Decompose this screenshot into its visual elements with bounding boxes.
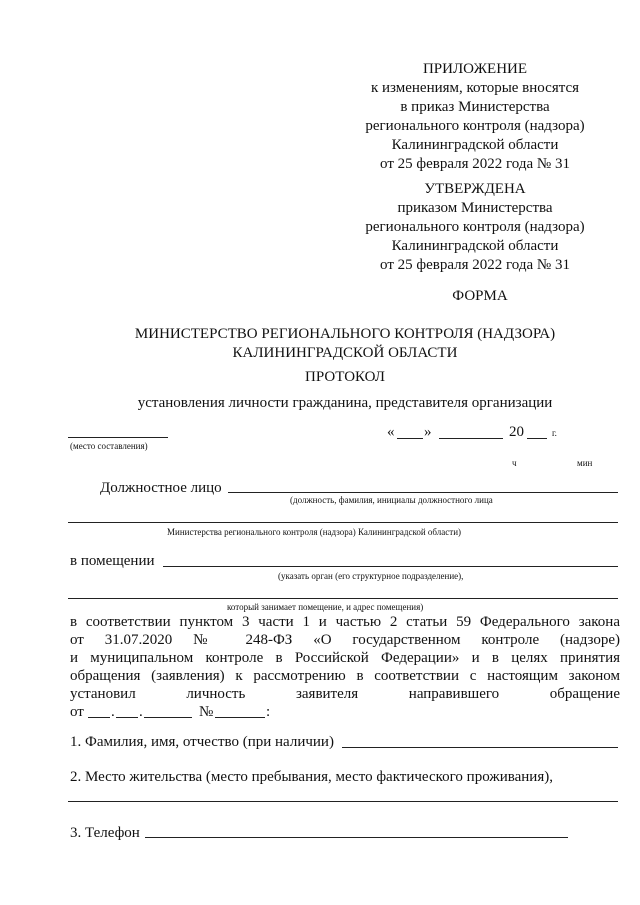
phone-label: 3. Телефон bbox=[70, 825, 140, 841]
official-field[interactable] bbox=[228, 492, 618, 493]
basis-line: от 31.07.2020 № 248-ФЗ «О государственном контроле (надзоре) bbox=[70, 632, 620, 648]
basis-paragraph bbox=[70, 613, 620, 703]
ministry-line: МИНИСТЕРСТВО РЕГИОНАЛЬНОГО КОНТРОЛЯ (НАДЗОРА) bbox=[134, 326, 556, 342]
premises-caption-2: который занимает помещение, и адрес помещения) bbox=[227, 602, 424, 612]
place-field[interactable] bbox=[68, 437, 168, 438]
full-name-field[interactable] bbox=[342, 747, 618, 748]
basis-line: в соответствии пунктом 3 части 1 и частью 2 статьи 59 Федерального закона bbox=[70, 614, 620, 630]
full-name-label: 1. Фамилия, имя, отчество (при наличии) bbox=[70, 734, 334, 750]
appendix-line: Калининградской области bbox=[391, 137, 559, 153]
from-month-field[interactable] bbox=[116, 717, 138, 718]
ministry-heading bbox=[70, 325, 620, 363]
basis-line: обращения (заявления) к рассмотрению в соответствии с настоящим законом bbox=[70, 668, 620, 684]
date-close-quote: » bbox=[424, 424, 432, 440]
approved-line: от 25 февраля 2022 года № 31 bbox=[380, 257, 570, 273]
appendix-line: регионального контроля (надзора) bbox=[365, 118, 585, 134]
from-colon: : bbox=[266, 704, 271, 720]
approved-line: регионального контроля (надзора) bbox=[365, 219, 585, 235]
appendix-block bbox=[360, 60, 590, 174]
approved-line: приказом Министерства bbox=[397, 200, 553, 216]
date-month-field[interactable] bbox=[439, 438, 503, 439]
official-caption: (должность, фамилия, инициалы должностного лица bbox=[290, 495, 493, 505]
residence-label: 2. Место жительства (место пребывания, место фактического проживания), bbox=[70, 769, 553, 785]
from-number-field[interactable] bbox=[215, 717, 265, 718]
from-dot: . bbox=[111, 704, 115, 720]
from-dot: . bbox=[139, 704, 143, 720]
basis-line: установил личность заявителя направившего обращение bbox=[70, 686, 620, 702]
approved-line: Калининградской области bbox=[391, 238, 559, 254]
date-day-field[interactable] bbox=[397, 438, 423, 439]
protocol-subtitle: установления личности гражданина, представителя организации bbox=[137, 395, 553, 411]
time-hours-label: ч bbox=[512, 458, 517, 468]
from-number-sign: № bbox=[199, 704, 214, 720]
residence-field[interactable] bbox=[68, 801, 618, 802]
appendix-line: от 25 февраля 2022 года № 31 bbox=[380, 156, 570, 172]
ministry-line: КАЛИНИНГРАДСКОЙ ОБЛАСТИ bbox=[232, 345, 458, 361]
from-year-field[interactable] bbox=[144, 717, 192, 718]
form-label: ФОРМА bbox=[452, 288, 508, 304]
protocol-title: ПРОТОКОЛ bbox=[305, 369, 385, 385]
appendix-title: ПРИЛОЖЕНИЕ bbox=[422, 61, 528, 77]
date-open-quote: « bbox=[387, 424, 395, 440]
official-label: Должностное лицо bbox=[100, 480, 222, 496]
time-minutes-label: мин bbox=[577, 458, 593, 468]
appendix-line: к изменениям, которые вносятся bbox=[370, 80, 580, 96]
premises-caption: (указать орган (его структурное подразделение), bbox=[278, 571, 464, 581]
premises-label: в помещении bbox=[70, 553, 155, 569]
premises-field-2[interactable] bbox=[68, 598, 618, 599]
date-year-prefix: 20 bbox=[509, 424, 524, 440]
approved-title: УТВЕРЖДЕНА bbox=[424, 181, 526, 197]
place-caption: (место составления) bbox=[70, 441, 148, 451]
phone-field[interactable] bbox=[145, 837, 568, 838]
date-year-suffix: г. bbox=[552, 428, 557, 438]
official-field-2[interactable] bbox=[68, 522, 618, 523]
date-year-field[interactable] bbox=[527, 438, 547, 439]
basis-line: и муниципальном контроле в Российской Федерации» и в целях принятия bbox=[70, 650, 620, 666]
from-day-field[interactable] bbox=[88, 717, 110, 718]
appendix-line: в приказ Министерства bbox=[400, 99, 550, 115]
premises-field[interactable] bbox=[163, 566, 618, 567]
official-caption-2: Министерства регионального контроля (надзора) Калининградской области) bbox=[167, 527, 462, 537]
approved-block bbox=[360, 180, 590, 275]
from-label: от bbox=[70, 704, 84, 720]
